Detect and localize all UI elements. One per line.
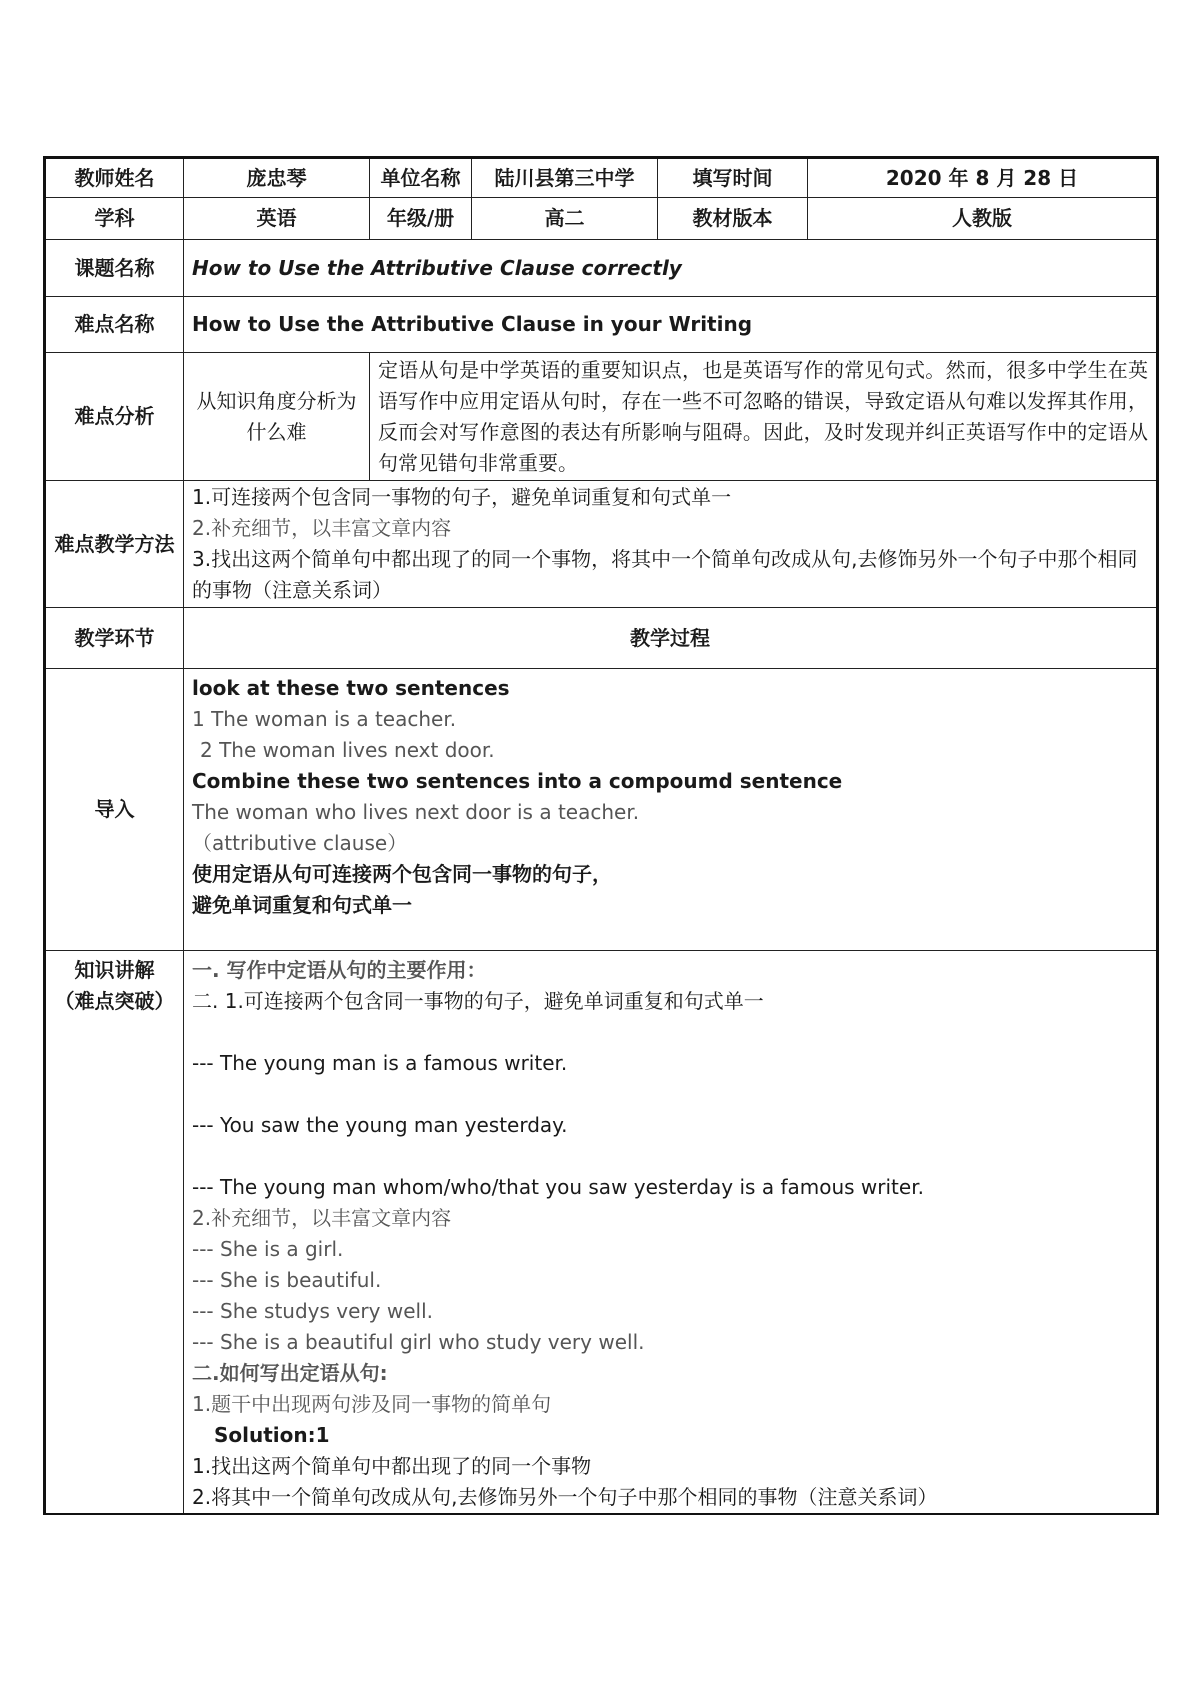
date-label: 填写时间 [658,158,808,198]
topic-value: How to Use the Attributive Clause correctly [184,240,1158,297]
explain-example-6: --- She studys very well. [192,1299,433,1323]
grade-label: 年级/册 [370,198,472,240]
spacer [192,1141,1148,1172]
step-label: 教学环节 [45,608,184,669]
explain-heading-1: 一. 写作中定语从句的主要作用： [192,958,487,982]
method-content [184,481,1158,608]
method-line-2: 2.补充细节，以丰富文章内容 [192,516,452,540]
grade-value: 高二 [472,198,658,240]
process-header-row [45,608,1158,669]
intro-summary-2: 避免单词重复和句式单一 [192,893,412,917]
difficulty-row [45,297,1158,353]
teacher-value: 庞忠琴 [184,158,370,198]
method-line-1: 1.可连接两个包含同一事物的句子，避免单词重复和句式单一 [192,485,732,509]
explain-example-2: --- You saw the young man yesterday. [192,1113,568,1137]
unit-value: 陆川县第三中学 [472,158,658,198]
topic-row [45,240,1158,297]
edition-label: 教材版本 [658,198,808,240]
explain-label-cell [45,951,184,1515]
explain-heading-2: 二.如何写出定语从句: [192,1361,388,1385]
intro-sentence-1: 1 The woman is a teacher. [192,707,457,731]
method-line-3: 3.找出这两个简单句中都出现了的同一个事物，将其中一个简单句改成从句,去修饰另外一个句子中那个相同的事物（注意关系词） [192,547,1138,602]
spacer [192,1017,1148,1048]
method-label: 难点教学方法 [45,481,184,608]
date-value: 2020 年 8 月 28 日 [808,158,1158,198]
explain-solution: Solution:1 [214,1423,330,1447]
teacher-label: 教师姓名 [45,158,184,198]
explain-example-4: --- She is a girl. [192,1237,344,1261]
intro-note: （attributive clause） [192,831,408,855]
intro-row [45,669,1158,951]
unit-label: 单位名称 [370,158,472,198]
method-row [45,481,1158,608]
lesson-plan-sheet [43,156,1156,1515]
difficulty-label: 难点名称 [45,297,184,353]
explain-content [184,951,1158,1515]
lesson-plan-table [43,156,1159,1515]
spacer [192,1079,1148,1110]
intro-summary-1: 使用定语从句可连接两个包含同一事物的句子， [192,862,612,886]
subject-label: 学科 [45,198,184,240]
explain-example-7: --- She is a beautiful girl who study very well. [192,1330,645,1354]
explain-label-1: 知识讲解 [74,958,155,982]
explain-point-2: 2.补充细节，以丰富文章内容 [192,1206,452,1230]
explain-point-1: 二. 1.可连接两个包含同一事物的句子，避免单词重复和句式单一 [192,989,764,1013]
intro-sentence-2: 2 The woman lives next door. [200,738,495,762]
analysis-label: 难点分析 [45,353,184,481]
explain-example-1: --- The young man is a famous writer. [192,1051,568,1075]
intro-heading: look at these two sentences [192,676,510,700]
explain-example-3: --- The young man whom/who/that you saw yesterday is a famous writer. [192,1175,924,1199]
analysis-text: 定语从句是中学英语的重要知识点，也是英语写作的常见句式。然而，很多中学生在英语写作中应用定语从句时，存在一些不可忽略的错误，导致定语从句难以发挥其作用，反而会对写作意图的表达有所影响与阻碍。因此，及时发现并纠正英语写作中的定语从句常见错句非常重要。 [370,353,1158,481]
topic-label: 课题名称 [45,240,184,297]
explain-solution-step-1: 1.找出这两个简单句中都出现了的同一个事物 [192,1454,592,1478]
analysis-row [45,353,1158,481]
explain-row [45,951,1158,1515]
difficulty-value: How to Use the Attributive Clause in your Writing [184,297,1158,353]
explain-example-5: --- She is beautiful. [192,1268,382,1292]
process-label: 教学过程 [184,608,1158,669]
intro-combine: Combine these two sentences into a compoumd sentence [192,769,843,793]
explain-step-1: 1.题干中出现两句涉及同一事物的简单句 [192,1392,552,1416]
header-row-1 [45,158,1158,198]
header-row-2 [45,198,1158,240]
intro-result: The woman who lives next door is a teacher. [192,800,640,824]
intro-label: 导入 [45,669,184,951]
explain-solution-step-2: 2.将其中一个简单句改成从句,去修饰另外一个句子中那个相同的事物（注意关系词） [192,1485,938,1509]
explain-label-2: （难点突破） [54,989,175,1013]
analysis-sub-label: 从知识角度分析为什么难 [184,353,370,481]
intro-content [184,669,1158,951]
edition-value: 人教版 [808,198,1158,240]
subject-value: 英语 [184,198,370,240]
